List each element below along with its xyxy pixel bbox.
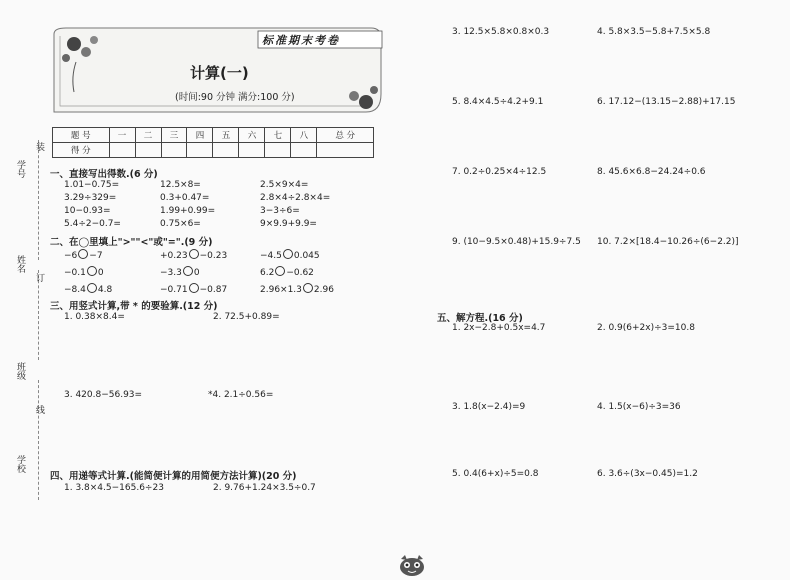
vertical-calc-item: *4. 2.1÷0.56=	[208, 390, 274, 400]
stepwise-calc-item: 3. 12.5×5.8×0.8×0.3	[452, 27, 550, 37]
score-table-cell: 总 分	[317, 128, 374, 143]
mental-math-item: 10−0.93=	[64, 206, 111, 216]
binding-line-bottom	[38, 380, 39, 500]
score-entry-cell[interactable]	[291, 143, 317, 158]
stepwise-calc-item: 2. 9.76+1.24×3.5÷0.7	[213, 483, 316, 493]
vertical-calc-item: 3. 420.8−56.93=	[64, 390, 143, 400]
equation-item: 5. 0.4(6+x)÷5=0.8	[452, 469, 539, 479]
compare-blank-circle[interactable]	[275, 266, 285, 276]
score-entry-cell[interactable]	[161, 143, 187, 158]
equation-item: 4. 1.5(x−6)÷3=36	[597, 402, 681, 412]
name-label: 姓名	[15, 255, 25, 273]
compare-item: −3.3 0	[160, 268, 200, 278]
binding-mark-ding: 订	[34, 273, 44, 282]
mental-math-item: 0.3+0.47=	[160, 193, 210, 203]
stepwise-calc-item: 1. 3.8×4.5−165.6÷23	[64, 483, 164, 493]
compare-item: 6.2 −0.62	[260, 268, 314, 278]
stepwise-calc-item: 6. 17.12−(13.15−2.88)+17.15	[597, 97, 736, 107]
score-entry-cell[interactable]	[239, 143, 265, 158]
compare-item: −0.1 0	[64, 268, 104, 278]
score-table-cell: 四	[187, 128, 213, 143]
mental-math-item: 0.75×6=	[160, 219, 201, 229]
stepwise-calc-item: 7. 0.2÷0.25×4÷12.5	[452, 167, 547, 177]
score-table-cell: 八	[291, 128, 317, 143]
equation-item: 1. 2x−2.8+0.5x=4.7	[452, 323, 546, 333]
stepwise-calc-item: 10. 7.2×[18.4−10.26÷(6−2.2)]	[597, 237, 739, 247]
score-entry-cell[interactable]	[187, 143, 213, 158]
mental-math-item: 2.5×9×4=	[260, 180, 309, 190]
school-label: 学校	[15, 455, 25, 473]
score-entry-cell[interactable]	[317, 143, 374, 158]
compare-item: −4.5 0.045	[260, 251, 320, 261]
page-title: 计算(一)	[190, 64, 249, 82]
section-3-title: 三、用竖式计算,带 * 的要验算.(12 分)	[50, 301, 218, 312]
score-entry-cell[interactable]	[265, 143, 291, 158]
stepwise-calc-item: 8. 45.6×6.8−24.24÷0.6	[597, 167, 706, 177]
compare-blank-circle[interactable]	[87, 283, 97, 293]
score-entry-cell[interactable]	[213, 143, 239, 158]
vertical-calc-item: 2. 72.5+0.89=	[213, 312, 280, 322]
compare-blank-circle[interactable]	[87, 266, 97, 276]
compare-blank-circle[interactable]	[189, 249, 199, 259]
score-entry-cell[interactable]	[135, 143, 161, 158]
compare-blank-circle[interactable]	[78, 249, 88, 259]
stepwise-calc-item: 9. (10−9.5×0.48)+15.9÷7.5	[452, 237, 581, 247]
compare-blank-circle[interactable]	[303, 283, 313, 293]
binding-mark-xian: 线	[34, 405, 44, 414]
section-5-title: 五、解方程.(16 分)	[437, 313, 523, 324]
compare-item: −6 −7	[64, 251, 103, 261]
score-table-cell: 七	[265, 128, 291, 143]
score-table-cell: 三	[161, 128, 187, 143]
compare-item: 2.96×1.3 2.96	[260, 285, 334, 295]
score-table-cell: 二	[135, 128, 161, 143]
mental-math-item: 3.29÷329=	[64, 193, 117, 203]
equation-item: 2. 0.9(6+2x)÷3=10.8	[597, 323, 695, 333]
score-table-cell: 一	[109, 128, 135, 143]
score-table	[52, 127, 374, 158]
compare-blank-circle[interactable]	[283, 249, 293, 259]
mental-math-item: 2.8×4÷2.8×4=	[260, 193, 331, 203]
binding-mark-zhuang: 装	[34, 142, 44, 151]
score-entry-cell[interactable]	[109, 143, 135, 158]
mental-math-item: 9×9.9+9.9=	[260, 219, 317, 229]
student-number-label: 学号	[15, 160, 25, 178]
score-table-score-row	[53, 143, 374, 158]
score-table-cell: 六	[239, 128, 265, 143]
stepwise-calc-item: 5. 8.4×4.5÷4.2+9.1	[452, 97, 544, 107]
binding-line-top	[38, 140, 39, 260]
compare-item: +0.23 −0.23	[160, 251, 228, 261]
class-label: 班级	[15, 362, 25, 380]
stepwise-calc-item: 4. 5.8×3.5−5.8+7.5×5.8	[597, 27, 711, 37]
section-4-title: 四、用递等式计算.(能简便计算的用简便方法计算)(20 分)	[50, 471, 297, 482]
mental-math-item: 12.5×8=	[160, 180, 201, 190]
compare-blank-circle[interactable]	[189, 283, 199, 293]
equation-item: 3. 1.8(x−2.4)=9	[452, 402, 526, 412]
compare-item: −8.4 4.8	[64, 285, 113, 295]
mental-math-item: 5.4÷2−0.7=	[64, 219, 121, 229]
mental-math-item: 1.99+0.99=	[160, 206, 216, 216]
equation-item: 6. 3.6÷(3x−0.45)=1.2	[597, 469, 698, 479]
binding-line-middle	[38, 270, 39, 360]
footer-mascot-icon	[397, 553, 427, 577]
compare-blank-circle[interactable]	[183, 266, 193, 276]
section-1-title: 一、直接写出得数.(6 分)	[50, 169, 158, 180]
brand-title: 标准期末考卷	[262, 34, 340, 47]
score-table-cell: 题 号	[53, 128, 110, 143]
mental-math-item: 3−3÷6=	[260, 206, 300, 216]
mental-math-item: 1.01−0.75=	[64, 180, 120, 190]
vertical-calc-item: 1. 0.38×8.4=	[64, 312, 125, 322]
compare-item: −0.71 −0.87	[160, 285, 228, 295]
score-table-cell: 五	[213, 128, 239, 143]
section-2-title: 二、在◯里填上">""<"或"=".(9 分)	[50, 237, 213, 248]
score-table-cell: 得 分	[53, 143, 110, 158]
page-subtitle: (时间:90 分钟 满分:100 分)	[175, 92, 295, 103]
score-table-header-row	[53, 128, 374, 143]
